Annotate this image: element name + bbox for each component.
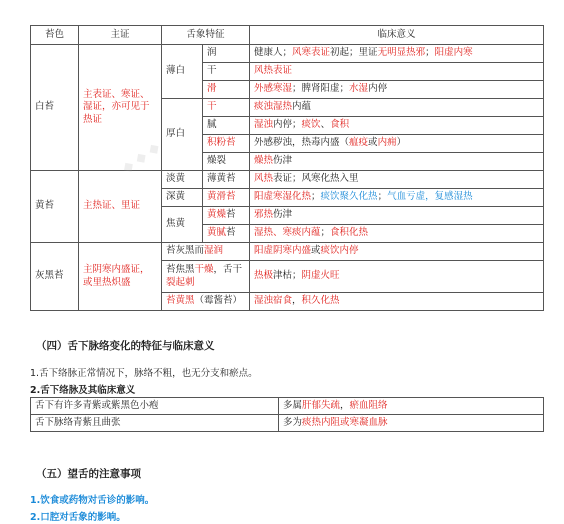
text-run: ， (340, 399, 350, 411)
text-run: 瘟疫 (349, 137, 369, 149)
text-run: 风寒表证 (292, 47, 331, 59)
text-run: ， (292, 295, 302, 307)
feature-cell (203, 207, 250, 225)
text-run: 气血亏虚，复感湿热 (387, 191, 473, 203)
yellow-group-label: 淡黄 (162, 171, 203, 189)
text-run: ，舌干 (213, 264, 243, 276)
meaning-cell (250, 153, 544, 171)
meaning-cell (250, 293, 544, 311)
text-run: （霉酱苔） (194, 295, 243, 307)
text-run: 湿浊宿食 (254, 295, 293, 307)
text-run: 或 (311, 245, 321, 257)
text-run: 无明显热邪 (377, 47, 426, 59)
text-run: 肝郁失疏 (302, 399, 341, 411)
feature-cell (162, 293, 250, 311)
sublingual-vein-table (30, 397, 544, 432)
text-run: 湿润 (204, 245, 224, 257)
text-run: 痰饮聚久化热 (320, 191, 378, 203)
meaning-cell (250, 45, 544, 63)
meaning-cell (250, 261, 544, 293)
text-run: ） (396, 137, 407, 149)
vein-meaning-cell (279, 415, 544, 432)
section4-title: （四）舌下脉络变化的特征与临床意义 (36, 340, 215, 352)
text-run: 水湿 (349, 83, 369, 95)
text-run: 燥热 (254, 155, 274, 167)
text-run: 风热表证 (254, 65, 293, 77)
text-run: 阳虚阴寒内盛 (254, 245, 312, 257)
feature-cell: 积粉苔 (203, 135, 250, 153)
section5-paragraph2: 2.口腔对舌象的影响。 (30, 512, 126, 523)
header-main-syndrome: 主证 (79, 26, 162, 45)
text-run: 风热 (254, 173, 274, 185)
text-run: 痰饮 (301, 119, 321, 131)
text-run: 外感秽浊，热毒内盛（ (254, 137, 350, 149)
section5-paragraph1: 1.饮食或药物对舌诊的影响。 (30, 495, 155, 506)
text-run: 健康人； (254, 47, 293, 59)
text-run: 湿浊 (254, 119, 274, 131)
feature-cell: 腻 (203, 117, 250, 135)
text-run: 多为 (283, 416, 303, 428)
text-run: 或 (368, 137, 378, 149)
watermark-decoration: ◆ ◆ ◆ (119, 139, 163, 177)
text-run: 食积化热 (330, 227, 369, 239)
tongue-coating-table (30, 25, 544, 311)
header-coating-color: 苔色 (31, 26, 79, 45)
text-run: 初起；里证 (330, 47, 378, 59)
meaning-cell (250, 207, 544, 225)
text-run: 痰浊湿热 (254, 101, 293, 113)
feature-cell: 滑 (203, 81, 250, 99)
text-run: 阳虚内寒 (434, 47, 473, 59)
meaning-cell (250, 63, 544, 81)
text-run: 湿热、寒痰内蕴 (254, 227, 321, 239)
text-run: 热极 (254, 270, 274, 282)
text-run: 黄燥 (207, 209, 227, 221)
feature-cell (162, 243, 250, 261)
text-run: 外感寒湿 (254, 83, 293, 95)
feature-cell (203, 225, 250, 243)
text-run: 痰热内阻或寒凝血脉 (302, 416, 388, 428)
text-run: 邪热 (254, 209, 274, 221)
vein-sign-cell: 舌下脉络青紫且曲张 (31, 415, 279, 432)
text-run: 苔 (226, 209, 236, 221)
meaning-cell (250, 117, 544, 135)
section4-paragraph2: 2.舌下络脉及其临床意义 (30, 385, 136, 396)
text-run: 内痈 (377, 137, 397, 149)
thin-white-label: 薄白 (162, 45, 203, 99)
text-run: 表证；风寒化热入里 (273, 173, 359, 185)
text-run: 积久化热 (301, 295, 340, 307)
text-run: ； (377, 191, 388, 203)
text-run: 苔黄黑 (166, 295, 195, 307)
meaning-cell (250, 81, 544, 99)
feature-cell: 干 (203, 99, 250, 117)
text-run: 伤津 (273, 209, 293, 221)
text-run: 内停 (368, 83, 388, 95)
vein-meaning-cell (279, 398, 544, 415)
header-clinical-meaning: 临床意义 (250, 26, 544, 45)
feature-cell: 干 (203, 63, 250, 81)
text-run: 苔焦黑 (166, 264, 195, 276)
text-run: 黄腻 (207, 227, 227, 239)
text-run: 裂起刺 (166, 276, 195, 288)
meaning-cell (250, 171, 544, 189)
meaning-cell (250, 243, 544, 261)
feature-cell: 燥裂 (203, 153, 250, 171)
meaning-cell (250, 189, 544, 207)
text-run: 多属 (283, 399, 303, 411)
text-run: ；脾肾阳虚； (292, 83, 350, 95)
meaning-cell (250, 135, 544, 153)
text-run: 苔灰黑而 (166, 245, 205, 257)
text-run: 津枯； (273, 270, 302, 282)
text-run: 瘀血阻络 (349, 399, 388, 411)
grey-coating-label: 灰黑苔 (31, 243, 79, 311)
feature-cell (162, 261, 250, 293)
feature-cell (203, 189, 250, 207)
text-run: 苔 (226, 227, 236, 239)
yellow-coating-label: 黄苔 (31, 171, 79, 243)
yellow-coating-main: 主热证、里证 (79, 171, 162, 243)
white-coating-label: 白苔 (31, 45, 79, 171)
section5-title: （五）望舌的注意事项 (36, 468, 141, 480)
text-run: 伤津 (273, 155, 293, 167)
text-run: 内停； (273, 119, 302, 131)
text-run: 、 (320, 119, 331, 131)
feature-cell: 润 (203, 45, 250, 63)
grey-coating-main: 主阴寒内盛证，或里热炽盛 (79, 243, 162, 311)
text-run: 黄滑苔 (207, 191, 236, 203)
text-run: 食积 (330, 119, 350, 131)
text-run: 痰饮内停 (320, 245, 359, 257)
text-run: ； (320, 227, 331, 239)
header-tongue-features: 舌象特征 (162, 26, 250, 45)
section4-paragraph1: 1.舌下络脉正常情况下，脉络不粗，也无分支和瘀点。 (30, 368, 258, 379)
yellow-group-label: 深黄 (162, 189, 203, 207)
text-run: 内蕴 (292, 101, 312, 113)
yellow-group-label: 焦黄 (162, 207, 203, 243)
feature-cell (203, 171, 250, 189)
vein-sign-cell: 舌下有许多青紫或紫黑色小疱 (31, 398, 279, 415)
text-run: 薄黄苔 (207, 173, 236, 185)
meaning-cell (250, 225, 544, 243)
text-run: 干燥 (194, 264, 214, 276)
text-run: ； (425, 47, 435, 59)
text-run: ； (311, 191, 321, 203)
meaning-cell (250, 99, 544, 117)
text-run: 阳虚寒湿化热 (254, 191, 312, 203)
white-coating-main: 主表证、寒证、湿证，亦可见于热证 (79, 45, 162, 171)
text-run: 阴虚火旺 (301, 270, 340, 282)
thick-white-label: 厚白 (162, 99, 203, 171)
